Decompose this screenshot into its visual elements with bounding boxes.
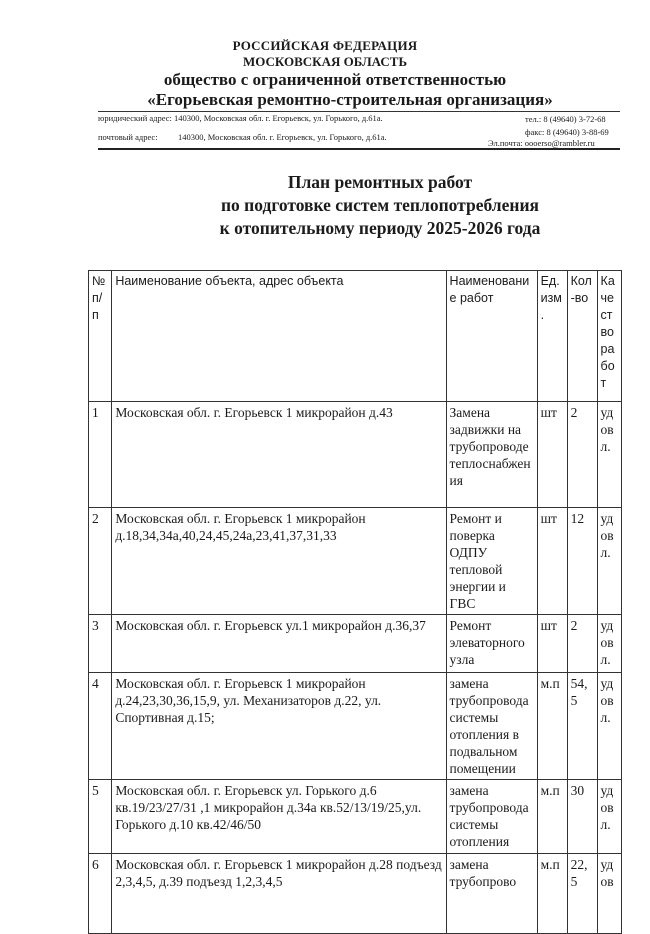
row-no: 6 (89, 854, 112, 934)
header-work-name: Наименование работ (446, 271, 537, 402)
row-work-name: Замена задвижки на трубопроводе теплоснабжения (446, 402, 537, 508)
row-no: 2 (89, 508, 112, 615)
row-work-name: замена трубопрово (446, 854, 537, 934)
header-no: № п/п (89, 271, 112, 402)
row-quantity: 22,5 (567, 854, 597, 934)
header-quality: Качество работ (597, 271, 621, 402)
row-unit: м.п (537, 780, 567, 854)
email-address: Эл.почта: oooerso@rambler.ru (488, 138, 595, 148)
fax-number: факс: 8 (49640) 3-88-69 (525, 127, 609, 137)
row-object-address: Московская обл. г. Егорьевск 1 микрорайон д.24,23,30,36,15,9, ул. Механизаторов д.22, ул. Спортивная д.15; (112, 673, 446, 780)
table-row (89, 673, 622, 780)
postal-address: 140300, Московская обл. г. Егорьевск, ул. Горького, д.61а. (178, 132, 387, 142)
row-no: 4 (89, 673, 112, 780)
header-unit: Ед. изм. (537, 271, 567, 402)
phone-number: тел.: 8 (49640) 3-72-68 (525, 114, 606, 124)
header-divider-thick (98, 148, 620, 150)
row-work-name: Ремонт и поверка ОДПУ тепловой энергии и ГВС (446, 508, 537, 615)
header-divider-thin (98, 111, 620, 112)
repair-works-table (88, 270, 622, 934)
row-unit: м.п (537, 673, 567, 780)
document-title: План ремонтных работ (287, 172, 473, 192)
row-object-address: Московская обл. г. Егорьевск 1 микрорайон д.43 (112, 402, 446, 508)
row-work-name: замена трубопровода системы отопления (446, 780, 537, 854)
table-header-row (89, 271, 622, 402)
row-no: 3 (89, 615, 112, 673)
header-quantity: Кол-во (567, 271, 597, 402)
row-quantity: 2 (567, 402, 597, 508)
row-unit: шт (537, 402, 567, 508)
document-subtitle-line2: к отопительному периоду 2025-2026 года (219, 218, 541, 238)
row-quality: удовл. (597, 402, 621, 508)
row-unit: шт (537, 508, 567, 615)
row-object-address: Московская обл. г. Егорьевск 1 микрорайон д.18,34,34а,40,24,45,24а,23,41,37,31,33 (112, 508, 446, 615)
row-quality: удовл. (597, 508, 621, 615)
header-region: МОСКОВСКАЯ ОБЛАСТЬ (242, 54, 408, 69)
row-quantity: 54,5 (567, 673, 597, 780)
row-unit: шт (537, 615, 567, 673)
row-quantity: 2 (567, 615, 597, 673)
row-object-address: Московская обл. г. Егорьевск ул. Горького д.6 кв.19/23/27/31 ,1 микрорайон д.34а кв.52/13/19/25,ул. Горького д.10 кв.42/46/50 (112, 780, 446, 854)
table-row (89, 854, 622, 934)
postal-address-label: почтовый адрес: (98, 132, 158, 142)
row-work-name: замена трубопровода системы отопления в подвальном помещении (446, 673, 537, 780)
row-unit: м.п (537, 854, 567, 934)
row-quantity: 30 (567, 780, 597, 854)
row-work-name: Ремонт элеваторного узла (446, 615, 537, 673)
table-row (89, 402, 622, 508)
legal-address: юридический адрес: 140300, Московская обл. г. Егорьевск, ул. Горького, д.61а. (98, 113, 383, 123)
row-object-address: Московская обл. г. Егорьевск ул.1 микрорайон д.36,37 (112, 615, 446, 673)
row-quality: удовл. (597, 780, 621, 854)
row-quality: удовл. (597, 673, 621, 780)
row-quantity: 12 (567, 508, 597, 615)
row-quality: удов (597, 854, 621, 934)
header-object-name: Наименование объекта, адрес объекта (112, 271, 446, 402)
row-object-address: Московская обл. г. Егорьевск 1 микрорайон д.28 подъезд 2,3,4,5, д.39 подъезд 1,2,3,4,5 (112, 854, 446, 934)
header-country: РОССИЙСКАЯ ФЕДЕРАЦИЯ (232, 38, 418, 53)
row-no: 1 (89, 402, 112, 508)
header-org-name: «Егорьевская ремонтно-строительная организация» (147, 90, 553, 109)
document-subtitle-line1: по подготовке систем теплопотребления (220, 195, 540, 215)
table-row (89, 780, 622, 854)
row-quality: удовл. (597, 615, 621, 673)
header-org-type: общество с ограниченной ответственностью (163, 70, 507, 89)
table-row (89, 615, 622, 673)
row-no: 5 (89, 780, 112, 854)
table-row (89, 508, 622, 615)
